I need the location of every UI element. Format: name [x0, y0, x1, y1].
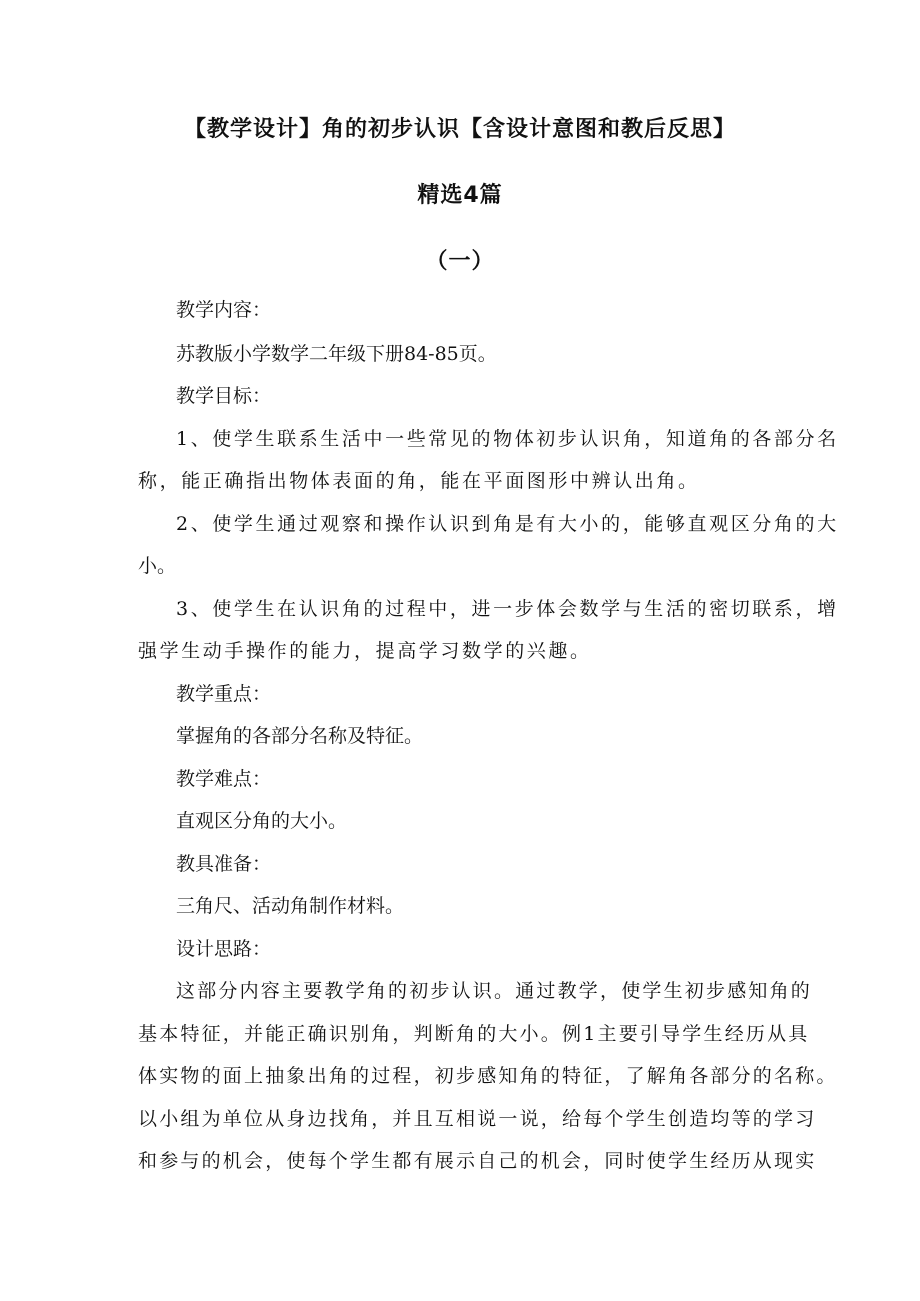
paragraph-line: 体实物的面上抽象出角的过程，初步感知角的特征，了解角各部分的名称。: [138, 1065, 838, 1087]
paragraph-line: 1、使学生联系生活中一些常见的物体初步认识角，知道角的各部分名: [176, 428, 839, 450]
paragraph-line: 小。: [138, 555, 177, 577]
paragraph-line: 苏教版小学数学二年级下册84-85页。: [176, 343, 497, 365]
heading-teaching-goals: 教学目标：: [176, 385, 272, 407]
heading-teaching-aids: 教具准备：: [176, 853, 272, 875]
paragraph-line: 和参与的机会，使每个学生都有展示自己的机会，同时使学生经历从现实: [138, 1150, 817, 1172]
document-title: 【教学设计】角的初步认识【含设计意图和教后反思】: [183, 117, 736, 142]
document-subtitle: 精选4篇: [417, 183, 503, 208]
paragraph-line: 强学生动手操作的能力，提高学习数学的兴趣。: [138, 640, 592, 662]
paragraph-line: 这部分内容主要教学角的初步认识。通过教学，使学生初步感知角的: [176, 980, 813, 1002]
heading-design-ideas: 设计思路：: [176, 938, 272, 960]
paragraph-line: 3、使学生在认识角的过程中，进一步体会数学与生活的密切联系，增: [176, 598, 839, 620]
paragraph-line: 2、使学生通过观察和操作认识到角是有大小的，能够直观区分角的大: [176, 513, 839, 535]
heading-key-points: 教学重点：: [176, 683, 272, 705]
paragraph-line: 以小组为单位从身边找角，并且互相说一说，给每个学生创造均等的学习: [138, 1108, 817, 1130]
paragraph-line: 三角尺、活动角制作材料。: [176, 895, 405, 917]
paragraph-line: 直观区分角的大小。: [176, 810, 348, 832]
paragraph-line: 掌握角的各部分名称及特征。: [176, 725, 424, 747]
paragraph-line: 基本特征，并能正确识别角，判断角的大小。例1主要引导学生经历从具: [138, 1023, 810, 1045]
section-heading: （一）: [425, 249, 495, 274]
heading-difficulties: 教学难点：: [176, 768, 272, 790]
heading-teaching-content: 教学内容：: [176, 299, 272, 321]
paragraph-line: 称，能正确指出物体表面的角，能在平面图形中辨认出角。: [138, 470, 700, 492]
